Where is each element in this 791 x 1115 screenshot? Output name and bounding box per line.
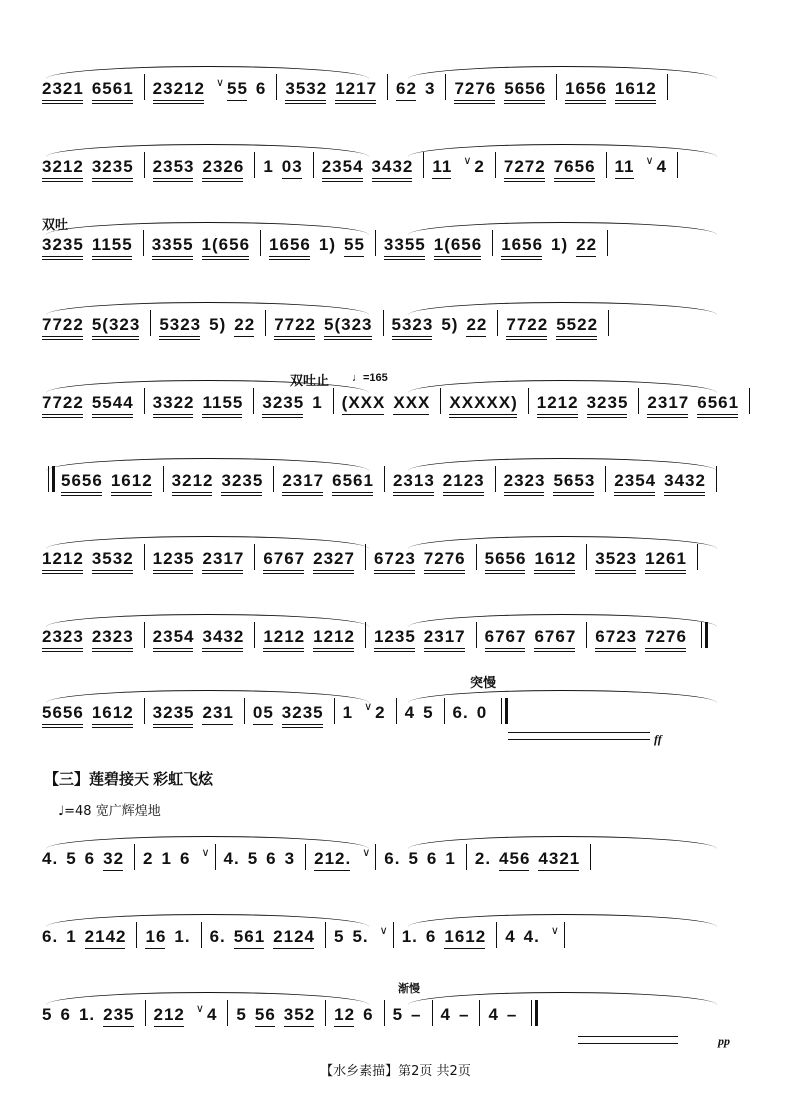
note-group: 32 bbox=[103, 848, 125, 868]
barline bbox=[384, 1000, 385, 1026]
note-group: 11 bbox=[432, 156, 453, 176]
slur bbox=[46, 144, 369, 157]
slur bbox=[46, 836, 369, 849]
breath-mark: ∨ bbox=[645, 154, 654, 167]
sudden-slow-mark: 突慢 bbox=[470, 675, 497, 690]
score-line-1 bbox=[42, 70, 745, 108]
note-group: 6723 bbox=[595, 626, 638, 646]
note-group: 4 bbox=[505, 926, 516, 946]
score-line-5 bbox=[42, 384, 745, 422]
slur bbox=[46, 222, 369, 235]
barline bbox=[387, 74, 388, 100]
note-group: 4 bbox=[206, 1004, 218, 1024]
note-group: 1 bbox=[342, 702, 354, 722]
note-group: 7272 bbox=[503, 156, 546, 176]
note-group: 7722 bbox=[42, 314, 84, 334]
note-group: 5323 bbox=[391, 314, 434, 334]
note-group: 3355 bbox=[151, 234, 194, 254]
note-group: 12 bbox=[334, 1004, 356, 1024]
note-group: 55 bbox=[227, 78, 248, 98]
note-group: 4321 bbox=[538, 848, 581, 868]
note-group: 5 bbox=[408, 848, 419, 868]
note-group: – bbox=[411, 1004, 422, 1024]
note-group: 1. bbox=[78, 1004, 96, 1024]
note-group: 6. bbox=[209, 926, 226, 946]
note-group: 5 bbox=[392, 1004, 404, 1024]
note-group: 62 bbox=[396, 78, 417, 98]
slur bbox=[408, 914, 717, 927]
note-group: 5 bbox=[423, 702, 434, 722]
note-group: 1. bbox=[174, 926, 191, 946]
note-group: 1656 bbox=[269, 234, 311, 254]
note-group: 1) bbox=[551, 234, 569, 254]
note-group: 2327 bbox=[313, 548, 355, 568]
slur bbox=[408, 222, 717, 235]
note-group: 1212 bbox=[536, 392, 579, 412]
note-group: 5656 bbox=[61, 470, 103, 490]
note-group: 1) bbox=[318, 234, 336, 254]
note-group: 235 bbox=[103, 1004, 135, 1024]
note-group: 2317 bbox=[647, 392, 690, 412]
note-group: 3235 bbox=[42, 234, 84, 254]
slur bbox=[46, 690, 369, 703]
note-group: 3432 bbox=[664, 470, 706, 490]
note-group: 2353 bbox=[152, 156, 195, 176]
note-group: 11 bbox=[614, 156, 635, 176]
section-title: 【三】莲碧接天 彩虹飞炫 bbox=[44, 771, 214, 788]
note-group: 6767 bbox=[263, 548, 306, 568]
note-group: 1612 bbox=[444, 926, 487, 946]
score-line-4 bbox=[42, 306, 745, 344]
note-group: 2313 bbox=[392, 470, 435, 490]
breath-mark: ∨ bbox=[364, 700, 373, 713]
note-group: 6. bbox=[42, 926, 59, 946]
note-group: 6 bbox=[425, 926, 437, 946]
note-group: 2 bbox=[375, 702, 386, 722]
gradually-slow-mark: 渐慢 bbox=[398, 983, 420, 995]
slur bbox=[408, 144, 717, 157]
note-group: 3235 bbox=[91, 156, 134, 176]
note-group: 2321 bbox=[42, 78, 84, 98]
note-group: 352 bbox=[283, 1004, 316, 1024]
note-group: 1155 bbox=[91, 234, 133, 254]
note-group: 5656 bbox=[42, 702, 84, 722]
breath-mark: ∨ bbox=[215, 76, 224, 89]
double-tongue-mark: 双吐 bbox=[42, 217, 69, 232]
note-group: 5656 bbox=[484, 548, 527, 568]
slur bbox=[46, 614, 369, 627]
note-group: 1261 bbox=[645, 548, 687, 568]
slur bbox=[46, 914, 369, 927]
note-group: 1235 bbox=[152, 548, 195, 568]
crescendo-hairpin bbox=[508, 732, 650, 740]
note-group: 23212 bbox=[152, 78, 205, 98]
note-group: 7276 bbox=[454, 78, 497, 98]
note-group: 2323 bbox=[91, 626, 134, 646]
note-group: 3432 bbox=[202, 626, 245, 646]
note-group: 1(656 bbox=[201, 234, 251, 254]
note-group: 1212 bbox=[313, 626, 355, 646]
note-group: 1612 bbox=[110, 470, 153, 490]
slur bbox=[46, 302, 369, 315]
note-group: 4. bbox=[523, 926, 540, 946]
note-group: 5 bbox=[66, 848, 77, 868]
slur bbox=[408, 302, 717, 315]
slur bbox=[46, 992, 369, 1005]
note-group: XXX bbox=[393, 392, 431, 412]
score-line-9 bbox=[42, 694, 745, 732]
note-group: 4 bbox=[656, 156, 668, 176]
note-group: 3235 bbox=[281, 702, 324, 722]
score-line-8 bbox=[42, 618, 745, 656]
score-line-2 bbox=[42, 148, 745, 186]
note-group: 4 bbox=[440, 1004, 451, 1024]
note-group: 2354 bbox=[321, 156, 364, 176]
note-group: 1 bbox=[445, 848, 456, 868]
note-group: 4. bbox=[223, 848, 240, 868]
note-group: 212. bbox=[314, 848, 352, 868]
note-group: 2124 bbox=[273, 926, 315, 946]
note-group: 4. bbox=[42, 848, 59, 868]
note-group: 1 bbox=[161, 848, 172, 868]
barline bbox=[393, 922, 394, 948]
breath-mark: ∨ bbox=[195, 1002, 204, 1015]
note-group: 2354 bbox=[152, 626, 195, 646]
note-group: 3 bbox=[284, 848, 296, 868]
note-group: 561 bbox=[233, 926, 266, 946]
tempo-fast-mark: ♩=165 bbox=[352, 372, 388, 384]
note-group: 6561 bbox=[91, 78, 134, 98]
note-group: 2 bbox=[143, 848, 154, 868]
slur bbox=[408, 66, 717, 79]
note-group: 22 bbox=[466, 314, 488, 334]
note-group: 1612 bbox=[614, 78, 657, 98]
barline bbox=[375, 230, 376, 256]
note-group: 6561 bbox=[697, 392, 740, 412]
note-group: 1612 bbox=[534, 548, 577, 568]
note-group: 231 bbox=[202, 702, 234, 722]
note-group: 3523 bbox=[595, 548, 638, 568]
slur bbox=[408, 614, 717, 627]
note-group: 5 bbox=[236, 1004, 247, 1024]
note-group: 1. bbox=[401, 926, 418, 946]
slur bbox=[408, 380, 717, 393]
slur bbox=[408, 536, 717, 549]
note-group: 3235 bbox=[152, 702, 195, 722]
note-group: 5656 bbox=[504, 78, 547, 98]
score-line-11 bbox=[42, 918, 745, 956]
note-group: 6 bbox=[266, 848, 277, 868]
note-group: 2 bbox=[474, 156, 485, 176]
score-line-10 bbox=[42, 840, 745, 878]
note-group: 2326 bbox=[202, 156, 245, 176]
note-group: 7276 bbox=[423, 548, 466, 568]
note-group: 1235 bbox=[373, 626, 416, 646]
note-group: 56 bbox=[254, 1004, 276, 1024]
ff-dynamic: ff bbox=[654, 732, 662, 746]
note-group: 7722 bbox=[506, 314, 549, 334]
breath-mark: ∨ bbox=[463, 154, 472, 167]
slur bbox=[408, 836, 717, 849]
note-group: 5 bbox=[333, 926, 345, 946]
note-group: 6767 bbox=[534, 626, 577, 646]
note-group: 5544 bbox=[91, 392, 134, 412]
note-group: 1 bbox=[312, 392, 323, 412]
note-group: 5653 bbox=[553, 470, 596, 490]
note-group: 3235 bbox=[262, 392, 305, 412]
note-group: 3532 bbox=[285, 78, 328, 98]
note-group: 3 bbox=[424, 78, 436, 98]
note-group: 22 bbox=[234, 314, 256, 334]
note-group: 6 bbox=[84, 848, 96, 868]
note-group: 2323 bbox=[503, 470, 546, 490]
note-group: 4 bbox=[488, 1004, 499, 1024]
breath-mark: ∨ bbox=[201, 846, 210, 859]
note-group: 456 bbox=[499, 848, 531, 868]
diminuendo-hairpin bbox=[578, 1036, 678, 1044]
note-group: 1656 bbox=[501, 234, 544, 254]
slur bbox=[408, 690, 717, 703]
note-group: 6 bbox=[426, 848, 438, 868]
note-group: 7656 bbox=[553, 156, 596, 176]
note-group: 6 bbox=[179, 848, 191, 868]
slur bbox=[408, 992, 717, 1005]
note-group: 1656 bbox=[565, 78, 607, 98]
note-group: 3235 bbox=[221, 470, 264, 490]
slur bbox=[46, 66, 369, 79]
breath-mark: ∨ bbox=[550, 924, 559, 937]
note-group: 3212 bbox=[171, 470, 214, 490]
note-group: 6. bbox=[384, 848, 401, 868]
note-group: 22 bbox=[576, 234, 598, 254]
note-group: 3235 bbox=[586, 392, 629, 412]
note-group: 1 bbox=[66, 926, 77, 946]
score-line-3 bbox=[42, 226, 745, 264]
note-group: 5 bbox=[247, 848, 259, 868]
section-tempo: ♩=48 宽广辉煌地 bbox=[58, 804, 161, 819]
note-group: XXXXX) bbox=[449, 392, 518, 412]
breath-mark: ∨ bbox=[362, 846, 371, 859]
note-group: 1 bbox=[263, 156, 274, 176]
note-group: 1212 bbox=[42, 548, 84, 568]
note-group: 6767 bbox=[484, 626, 527, 646]
barline bbox=[384, 466, 385, 492]
note-group: 2323 bbox=[42, 626, 84, 646]
barline bbox=[383, 310, 384, 336]
note-group: 0 bbox=[476, 702, 488, 722]
slur bbox=[46, 536, 369, 549]
note-group: 6561 bbox=[332, 470, 374, 490]
breath-mark: ∨ bbox=[379, 924, 388, 937]
note-group: 6 bbox=[255, 78, 267, 98]
note-group: 7722 bbox=[42, 392, 84, 412]
note-group: 16 bbox=[145, 926, 167, 946]
note-group: 05 bbox=[252, 702, 274, 722]
note-group: 2. bbox=[474, 848, 492, 868]
double-tongue-stop-mark: 双吐止 bbox=[290, 373, 330, 388]
note-group: 2354 bbox=[614, 470, 657, 490]
note-group: 2317 bbox=[282, 470, 325, 490]
score-line-7 bbox=[42, 540, 745, 578]
note-group: 6 bbox=[363, 1004, 374, 1024]
note-group: 03 bbox=[281, 156, 303, 176]
note-group: 1(656 bbox=[433, 234, 483, 254]
note-group: 3322 bbox=[152, 392, 195, 412]
note-group: 5522 bbox=[556, 314, 599, 334]
note-group: 3432 bbox=[371, 156, 414, 176]
note-group: 55 bbox=[343, 234, 365, 254]
slur bbox=[46, 458, 369, 471]
note-group: 5. bbox=[352, 926, 369, 946]
note-group: 2123 bbox=[442, 470, 485, 490]
note-group: 1612 bbox=[91, 702, 134, 722]
barline bbox=[375, 844, 376, 870]
note-group: 5) bbox=[441, 314, 459, 334]
note-group: 2317 bbox=[202, 548, 245, 568]
pp-dynamic: pp bbox=[718, 1034, 730, 1048]
note-group: (XXX bbox=[341, 392, 386, 412]
note-group: 3532 bbox=[91, 548, 134, 568]
note-group: 1155 bbox=[202, 392, 244, 412]
note-group: 6 bbox=[60, 1004, 71, 1024]
note-group: 1217 bbox=[335, 78, 378, 98]
note-group: 212 bbox=[153, 1004, 185, 1024]
note-group: – bbox=[458, 1004, 470, 1024]
slur bbox=[408, 458, 717, 471]
note-group: 2317 bbox=[423, 626, 466, 646]
note-group: 5(323 bbox=[91, 314, 141, 334]
note-group: 1212 bbox=[263, 626, 306, 646]
note-group: 3355 bbox=[383, 234, 426, 254]
note-group: 6723 bbox=[373, 548, 416, 568]
note-group: 7276 bbox=[645, 626, 687, 646]
barline bbox=[396, 698, 397, 724]
note-group: 6. bbox=[452, 702, 469, 722]
note-group: 7722 bbox=[274, 314, 317, 334]
note-group: 5 bbox=[42, 1004, 53, 1024]
page-footer: 【水乡素描】第2页 共2页 bbox=[320, 1064, 471, 1079]
note-group: 4 bbox=[404, 702, 416, 722]
note-group: 5323 bbox=[159, 314, 202, 334]
note-group: 5(323 bbox=[324, 314, 373, 334]
score-line-12 bbox=[42, 996, 745, 1034]
score-line-6 bbox=[42, 462, 745, 500]
note-group: 2142 bbox=[84, 926, 127, 946]
note-group: 3212 bbox=[42, 156, 84, 176]
note-group: 5) bbox=[209, 314, 227, 334]
note-group: – bbox=[506, 1004, 518, 1024]
barline bbox=[749, 388, 750, 414]
